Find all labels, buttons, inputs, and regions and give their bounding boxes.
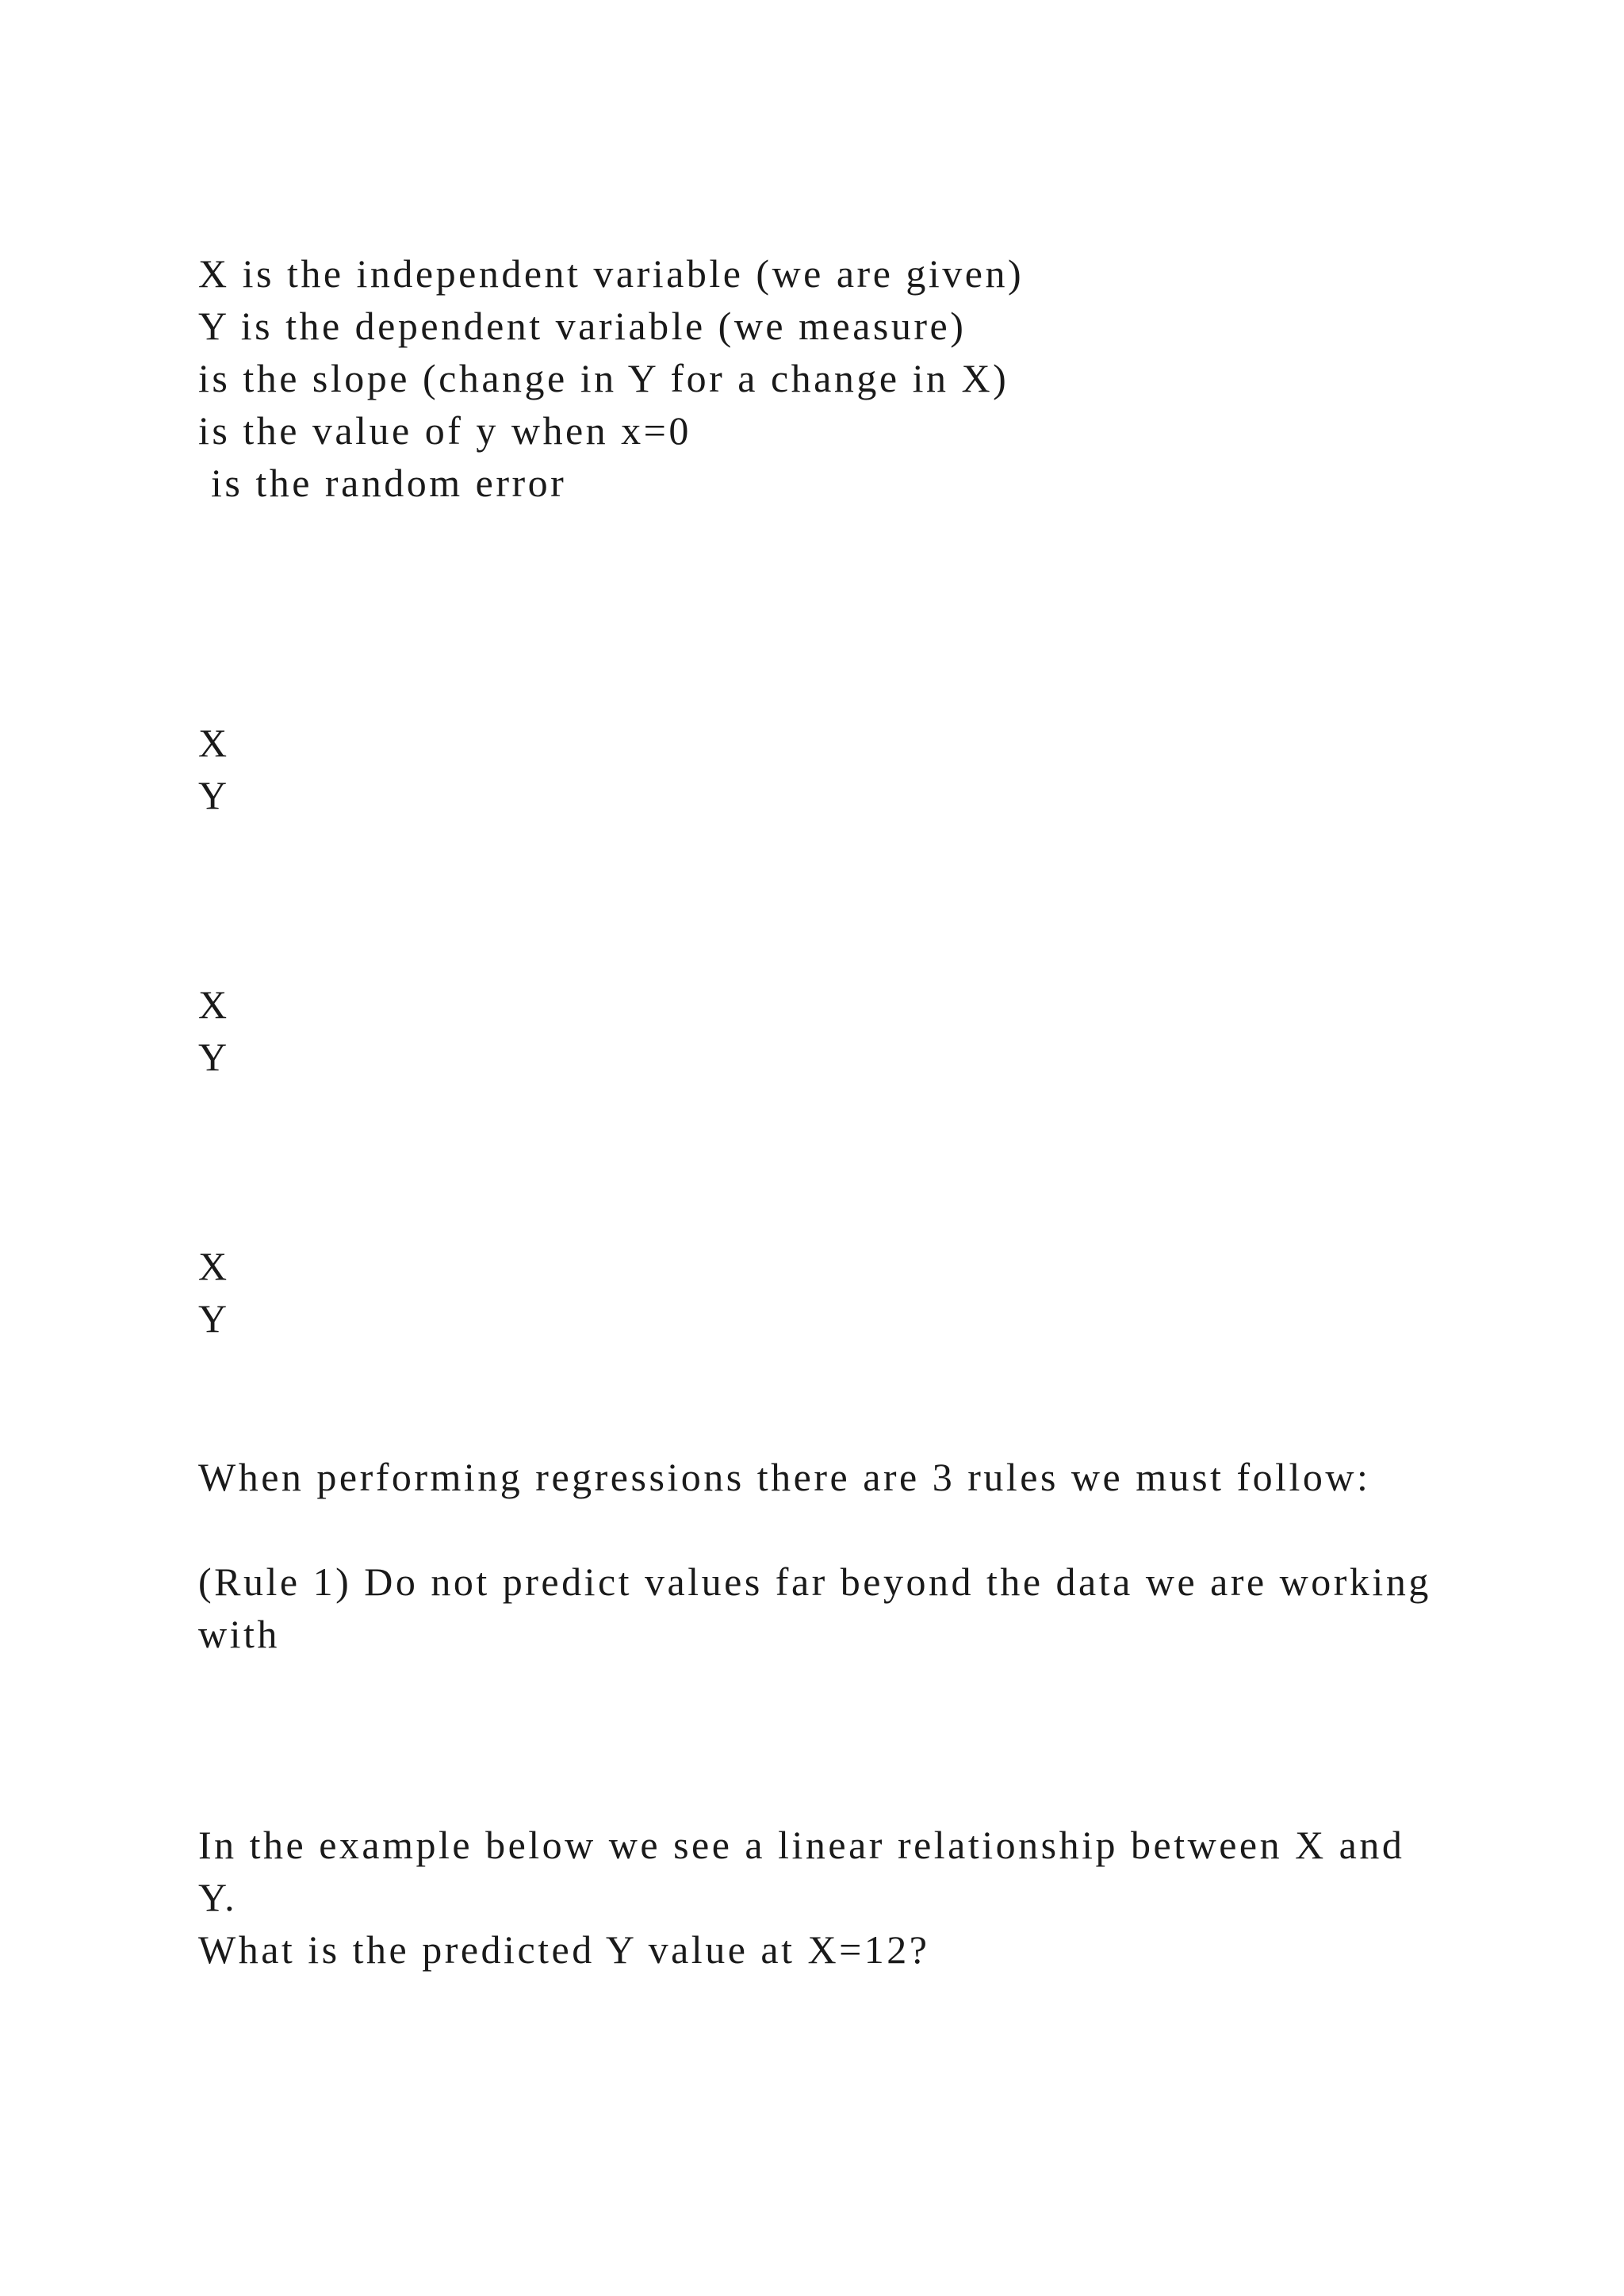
figure-2-x-label: X <box>198 982 230 1027</box>
rules-intro: When performing regressions there are 3 rules we must follow: <box>198 1455 1371 1499</box>
example-text: In the example below we see a linear relationship between X and Y. <box>198 1823 1405 1919</box>
rule-1: (Rule 1) Do not predict values far beyond the data we are working with <box>198 1559 1431 1656</box>
figure-3-x-label: X <box>198 1244 230 1288</box>
figure-1-y-label: Y <box>198 773 230 817</box>
figure-1-x-label: X <box>198 721 230 765</box>
example-question: What is the predicted Y value at X=12? <box>198 1927 930 1972</box>
definition-slope: is the slope (change in Y for a change in X) <box>198 356 1009 400</box>
figure-2-y-label: Y <box>198 1035 230 1079</box>
figure-3-y-label: Y <box>198 1296 230 1341</box>
definition-random-error: is the random error <box>198 461 567 505</box>
definition-independent-variable: X is the independent variable (we are given) <box>198 251 1025 296</box>
definition-dependent-variable: Y is the dependent variable (we measure) <box>198 304 967 348</box>
definition-intercept: is the value of y when x=0 <box>198 408 691 453</box>
